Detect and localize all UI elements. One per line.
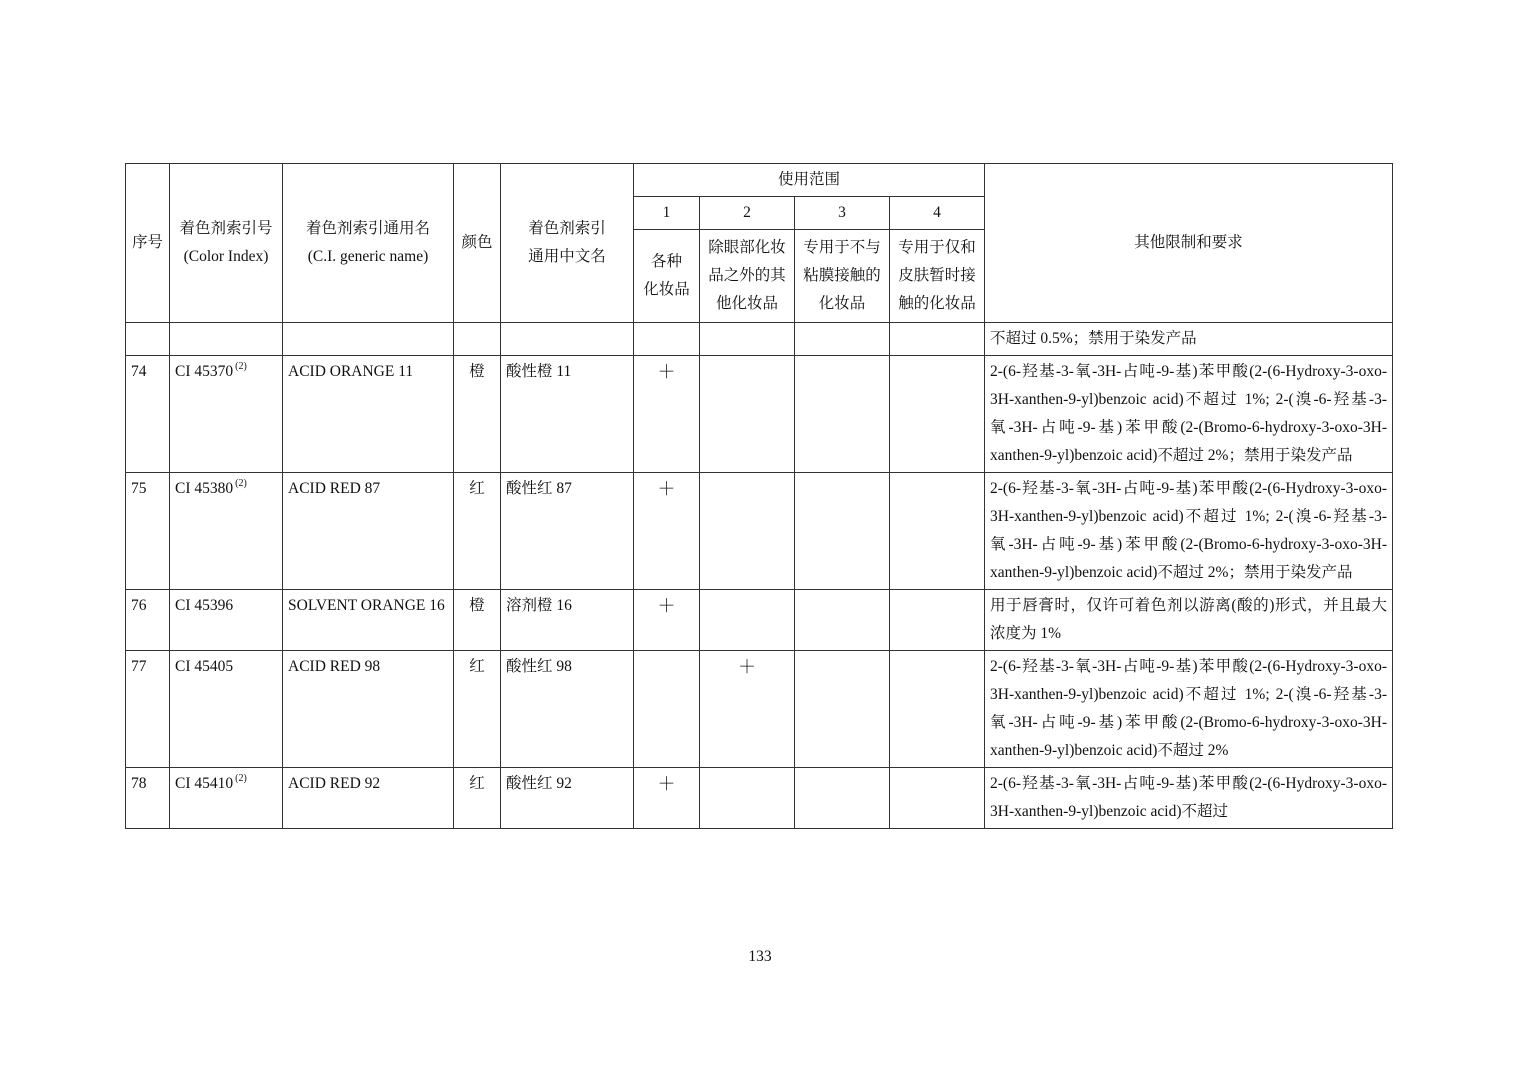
cell-other: 2-(6-羟基-3-氧-3H-占吨-9-基)苯甲酸(2-(6-Hydroxy-3-oxo-3H-xanthen-9-yl)benzoic acid)不超过 1%; 2-(溴-6-羟基-3-氧-3H-占吨-9-基)苯甲酸(2-(Bromo-6-hydroxy-3-oxo-3H-xanthen-9-yl)benzoic acid)不超过 2% — [985, 651, 1393, 768]
header-text-line: 触的化妆品 — [898, 295, 976, 312]
table-row — [126, 768, 1393, 829]
header-scope-all-cosmetics — [634, 230, 700, 323]
cell-ci-name: ACID RED 87 — [283, 473, 454, 590]
cell-ci-number — [170, 590, 283, 651]
table-row — [126, 590, 1393, 651]
cell-scope-3 — [795, 590, 890, 651]
cell-color: 橙 — [454, 590, 501, 651]
table-body — [126, 323, 1393, 829]
header-scope-number: 4 — [890, 197, 985, 230]
header-scope-number: 3 — [795, 197, 890, 230]
cell-scope-4 — [890, 473, 985, 590]
header-scope-number: 2 — [700, 197, 795, 230]
cell-empty — [890, 323, 985, 356]
cell-seq: 78 — [126, 768, 170, 829]
header-ci-number-cn: 着色剂索引号 — [179, 220, 273, 237]
ci-number-text: CI 45410 — [175, 775, 234, 792]
cell-color: 红 — [454, 768, 501, 829]
cell-scope-1: ＋ — [634, 356, 700, 473]
header-scope: 使用范围 — [634, 164, 985, 197]
footnote-marker: (2) — [235, 361, 247, 372]
header-text-line: 除眼部化妆 — [708, 239, 786, 256]
header-other: 其他限制和要求 — [985, 164, 1393, 323]
ci-number-text: CI 45396 — [175, 597, 234, 614]
cell-empty — [283, 323, 454, 356]
cell-empty — [126, 323, 170, 356]
cell-scope-2 — [700, 473, 795, 590]
cell-ci-name: SOLVENT ORANGE 16 — [283, 590, 454, 651]
cell-seq: 76 — [126, 590, 170, 651]
header-scope-brief-skin — [890, 230, 985, 323]
cell-scope-2: ＋ — [700, 651, 795, 768]
cell-cn-name: 酸性红 92 — [501, 768, 634, 829]
cell-ci-name: ACID RED 98 — [283, 651, 454, 768]
table-row — [126, 473, 1393, 590]
cell-other: 2-(6-羟基-3-氧-3H-占吨-9-基)苯甲酸(2-(6-Hydroxy-3-oxo-3H-xanthen-9-yl)benzoic acid)不超过 1%; 2-(溴-6-羟基-3-氧-3H-占吨-9-基)苯甲酸(2-(Bromo-6-hydroxy-3-oxo-3H-xanthen-9-yl)benzoic acid)不超过 2%；禁用于染发产品 — [985, 356, 1393, 473]
header-text-line: 各种 — [650, 253, 682, 270]
cell-ci-number — [170, 356, 283, 473]
ci-number-text: CI 45370 — [175, 363, 234, 380]
header-text-line: 化妆品 — [818, 295, 866, 312]
cell-cn-name: 溶剂橙 16 — [501, 590, 634, 651]
table-header — [126, 164, 1393, 323]
cell-scope-1 — [634, 651, 700, 768]
cell-cn-name: 酸性红 87 — [501, 473, 634, 590]
cell-scope-1: ＋ — [634, 590, 700, 651]
cell-scope-3 — [795, 651, 890, 768]
cell-scope-2 — [700, 590, 795, 651]
header-ci-name — [283, 164, 454, 323]
cell-scope-1: ＋ — [634, 473, 700, 590]
header-cn-name — [501, 164, 634, 323]
cell-empty — [454, 323, 501, 356]
table-row — [126, 651, 1393, 768]
header-ci-number — [170, 164, 283, 323]
table-row-continued — [126, 323, 1393, 356]
cell-other: 2-(6-羟基-3-氧-3H-占吨-9-基)苯甲酸(2-(6-Hydroxy-3-oxo-3H-xanthen-9-yl)benzoic acid)不超过 — [985, 768, 1393, 829]
header-seq: 序号 — [126, 164, 170, 323]
footnote-marker: (2) — [235, 478, 247, 489]
cell-other: 用于唇膏时，仅许可着色剂以游离(酸的)形式，并且最大浓度为 1% — [985, 590, 1393, 651]
cell-ci-number — [170, 651, 283, 768]
cell-scope-3 — [795, 473, 890, 590]
cell-scope-2 — [700, 356, 795, 473]
cell-cn-name: 酸性红 98 — [501, 651, 634, 768]
cell-color: 红 — [454, 473, 501, 590]
ci-number-text: CI 45380 — [175, 480, 234, 497]
cell-ci-number — [170, 768, 283, 829]
cell-scope-1: ＋ — [634, 768, 700, 829]
footnote-marker: (2) — [235, 773, 247, 784]
cell-other: 2-(6-羟基-3-氧-3H-占吨-9-基)苯甲酸(2-(6-Hydroxy-3-oxo-3H-xanthen-9-yl)benzoic acid)不超过 1%; 2-(溴-6-羟基-3-氧-3H-占吨-9-基)苯甲酸(2-(Bromo-6-hydroxy-3-oxo-3H-xanthen-9-yl)benzoic acid)不超过 2%；禁用于染发产品 — [985, 473, 1393, 590]
cell-scope-4 — [890, 590, 985, 651]
header-text-line: 专用于仅和 — [898, 239, 976, 256]
header-cn-name-line1: 着色剂索引 — [528, 220, 606, 237]
header-ci-name-cn: 着色剂索引通用名 — [305, 220, 430, 237]
cell-empty — [634, 323, 700, 356]
table-row — [126, 356, 1393, 473]
header-text-line: 他化妆品 — [715, 295, 778, 312]
header-scope-number: 1 — [634, 197, 700, 230]
header-scope-no-mucosa — [795, 230, 890, 323]
cell-color: 橙 — [454, 356, 501, 473]
colorant-table — [125, 163, 1393, 829]
header-ci-name-en: (C.I. generic name) — [307, 248, 429, 265]
cell-ci-name: ACID ORANGE 11 — [283, 356, 454, 473]
cell-ci-number — [170, 473, 283, 590]
header-text-line: 化妆品 — [643, 281, 690, 298]
page-number: 133 — [748, 948, 772, 965]
cell-other: 不超过 0.5%；禁用于染发产品 — [985, 323, 1393, 356]
cell-seq: 74 — [126, 356, 170, 473]
header-text-line: 品之外的其 — [708, 267, 786, 284]
header-text-line: 粘膜接触的 — [803, 267, 881, 284]
cell-color: 红 — [454, 651, 501, 768]
header-text-line: 皮肤暂时接 — [898, 267, 976, 284]
cell-scope-3 — [795, 768, 890, 829]
ci-number-text: CI 45405 — [175, 658, 234, 675]
cell-empty — [501, 323, 634, 356]
cell-scope-3 — [795, 356, 890, 473]
cell-scope-2 — [700, 768, 795, 829]
cell-seq: 75 — [126, 473, 170, 590]
cell-scope-4 — [890, 651, 985, 768]
cell-ci-name: ACID RED 92 — [283, 768, 454, 829]
header-ci-number-en: (Color Index) — [183, 248, 269, 265]
header-color: 颜色 — [454, 164, 501, 323]
cell-empty — [795, 323, 890, 356]
cell-scope-4 — [890, 768, 985, 829]
cell-cn-name: 酸性橙 11 — [501, 356, 634, 473]
header-text-line: 专用于不与 — [803, 239, 881, 256]
cell-scope-4 — [890, 356, 985, 473]
cell-seq: 77 — [126, 651, 170, 768]
header-scope-non-eye — [700, 230, 795, 323]
cell-empty — [170, 323, 283, 356]
header-cn-name-line2: 通用中文名 — [528, 248, 606, 265]
cell-empty — [700, 323, 795, 356]
